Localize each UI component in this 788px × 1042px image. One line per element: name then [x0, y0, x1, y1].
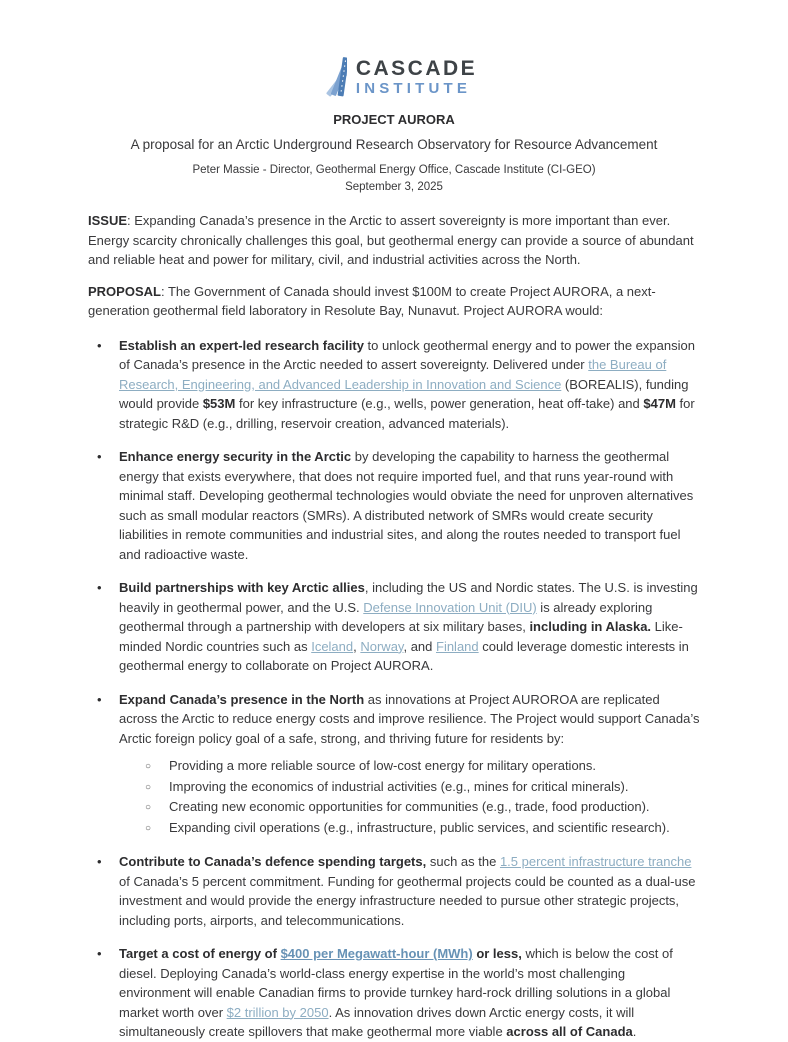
logo-wordmark-cascade: CASCADE: [355, 57, 478, 80]
bullet-marker-icon: •: [97, 691, 102, 707]
sub-bullet-item: [145, 777, 700, 798]
bullet-text: [119, 578, 700, 676]
body-text: which is below the cost of diesel. Deploying Canada’s world-class energy expertise in the world’s most challenging environment will enable Canadian firms to provide turnkey hard-rock drilling solutions in a global market worth over: [119, 946, 673, 1020]
document-author: Peter Massie - Director, Geothermal Energy Office, Cascade Institute (CI-GEO): [192, 164, 596, 176]
bold-text: Build partnerships with key Arctic allies: [119, 580, 365, 595]
bullet-text: [119, 690, 700, 839]
bold-text: PROPOSAL: [88, 283, 161, 299]
body-text: as innovations at Project AUROROA are replicated across the Arctic to reduce energy costs and improve resilience. The Project would support Canada’s Arctic foreign policy goal of a safe, strong, and thriving future for residents by:: [119, 691, 700, 746]
body-text: : Expanding Canada’s presence in the Arctic to assert sovereignty is more important than ever. Energy scarcity chronically challenges this goal, but geothermal energy can provide a source of abundant and reliable heat and power for military, civil, and industrial activities across the North.: [88, 213, 694, 267]
bold-text: Establish an expert-led research facility: [119, 337, 364, 353]
logo-wordmark-institute: INSTITUTE: [355, 80, 472, 97]
bullet-item: [95, 336, 700, 434]
sub-bullet-text: Improving the economics of industrial activities (e.g., mines for critical minerals).: [169, 778, 629, 794]
bullet-item: [95, 578, 700, 676]
sub-bullet-list: [119, 756, 700, 838]
sub-bullet-text: Creating new economic opportunities for communities (e.g., trade, food production).: [169, 799, 650, 814]
hyperlink[interactable]: $2 trillion by 2050: [226, 1004, 329, 1020]
document-date: September 3, 2025: [345, 181, 443, 193]
bold-text: $47M: [643, 396, 676, 411]
body-text: is already exploring geothermal through a partnership with developers at six military bases,: [119, 599, 653, 634]
body-text: Like-minded Nordic countries such as: [119, 619, 683, 654]
hyperlink[interactable]: Finland: [436, 638, 479, 654]
document-header: [88, 56, 700, 193]
sub-bullet-text: Expanding civil operations (e.g., infrastructure, public services, and scientific research).: [169, 819, 670, 835]
bold-text: including in Alaska.: [529, 619, 652, 634]
paragraph-section: [88, 211, 700, 321]
bullet-marker-icon: •: [97, 946, 102, 961]
sub-bullet-marker-icon: ○: [145, 761, 152, 772]
bold-text: Target a cost of energy of: [119, 946, 281, 961]
bullet-text: [119, 447, 700, 564]
sub-bullet-marker-icon: ○: [145, 822, 152, 834]
hyperlink[interactable]: Defense Innovation Unit (DIU): [363, 599, 537, 615]
body-text: : The Government of Canada should invest $100M to create Project AURORA, a next-generation geothermal field laboratory in Resolute Bay, Nunavut. Project AURORA would:: [88, 283, 656, 318]
bold-text: across all of Canada: [506, 1024, 633, 1039]
bullet-marker-icon: •: [97, 854, 102, 869]
bullet-marker-icon: •: [97, 337, 102, 353]
bullet-item: [95, 447, 700, 564]
document-body: [88, 211, 700, 1042]
body-text: by developing the capability to harness the geothermal energy that exists everywhere, that does not require imported fuel, and that runs year-round with minimal staff. Developing geothermal technologies would obviate the need for unproven alternatives such as small modular reactors (SMRs). A distributed network of SMRs would create security liabilities in remote communities and industrial sites, and along the routes needed to transport fuel and radioactive waste.: [119, 449, 694, 562]
bold-text: Enhance energy security in the Arctic: [119, 449, 352, 464]
body-text: (BOREALIS), funding would provide: [119, 376, 689, 411]
body-text: could leverage domestic interests in geothermal energy to collaborate on Project AURORA.: [119, 638, 689, 673]
sub-bullet-marker-icon: ○: [145, 802, 152, 813]
sub-bullet-item: [145, 818, 700, 839]
sub-bullet-text: Providing a more reliable source of low-cost energy for military operations.: [169, 758, 597, 773]
proposal-paragraph: [88, 282, 700, 321]
bullet-text: [119, 852, 700, 930]
body-text: to unlock geothermal energy and to power the expansion of Canada’s presence in the Arctic needed to assert sovereignty. Delivered under: [119, 337, 695, 372]
bold-text: or less,: [472, 946, 522, 961]
bullet-text: [119, 944, 700, 1042]
body-text: ,: [353, 638, 361, 654]
sub-bullet-item: [145, 756, 700, 777]
body-text: such as the: [426, 854, 500, 869]
cascade-slashes-icon: [311, 56, 347, 98]
hyperlink[interactable]: $400 per Megawatt-hour (MWh): [280, 946, 473, 961]
sub-bullet-item: [145, 797, 700, 818]
issue-paragraph: [88, 211, 700, 270]
bold-text: Contribute to Canada’s defence spending targets,: [119, 854, 427, 869]
document-subtitle: A proposal for an Arctic Underground Research Observatory for Resource Advancement: [130, 137, 658, 152]
bullet-marker-icon: •: [97, 580, 102, 595]
bullet-item: [95, 690, 700, 839]
bold-text: Expand Canada’s presence in the North: [119, 691, 365, 707]
bullet-item: [95, 852, 700, 930]
hyperlink[interactable]: the Bureau of Research, Engineering, and Advanced Leadership in Innovation and Science: [119, 357, 667, 392]
bold-text: ISSUE: [88, 213, 128, 228]
body-text: for strategic R&D (e.g., drilling, reservoir creation, advanced materials).: [119, 396, 695, 431]
document-content: [88, 0, 700, 1042]
hyperlink[interactable]: Norway: [360, 638, 404, 654]
bullet-list: [88, 336, 700, 1042]
body-text: . As innovation drives down Arctic energy costs, it will simultaneously create spillovers that make geothermal more viable: [119, 1004, 635, 1039]
bullet-text: [119, 336, 700, 434]
body-text: of Canada’s 5 percent commitment. Funding for geothermal projects could be counted as a dual-use investment and would provide the energy infrastructure needed to pursue other strategic projects, including ports, airports, and telecommunications.: [119, 873, 696, 928]
hyperlink[interactable]: 1.5 percent infrastructure tranche: [499, 854, 692, 869]
logo-wordmark: [356, 58, 477, 96]
bullet-item: [95, 944, 700, 1042]
document-title: PROJECT AURORA: [333, 112, 455, 127]
bold-text: $53M: [202, 396, 236, 411]
body-text: .: [632, 1024, 637, 1039]
sub-bullet-marker-icon: ○: [145, 781, 152, 793]
hyperlink[interactable]: Iceland: [311, 638, 354, 654]
body-text: , and: [403, 638, 436, 654]
bullet-marker-icon: •: [97, 449, 102, 464]
body-text: , including the US and Nordic states. The U.S. is investing heavily in geothermal power, and the U.S.: [119, 580, 698, 615]
cascade-institute-logo: [88, 56, 700, 98]
body-text: for key infrastructure (e.g., wells, power generation, heat off-take) and: [235, 396, 644, 411]
